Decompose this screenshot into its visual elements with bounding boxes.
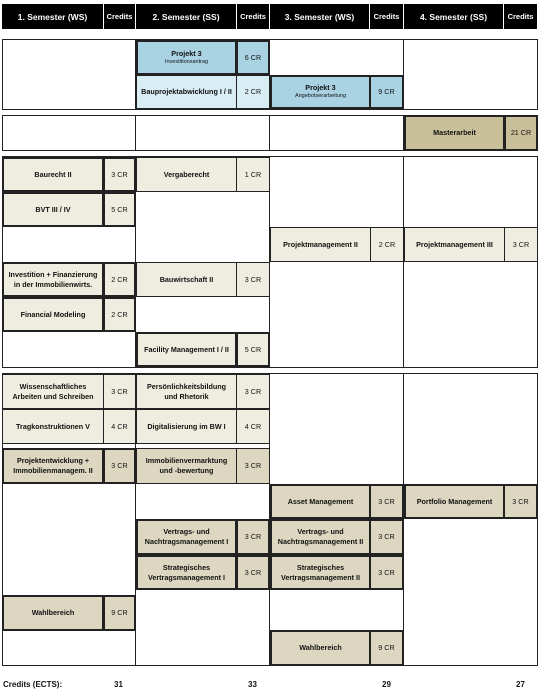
header-semester-3: 3. Semester (WS)	[270, 4, 369, 29]
module-subtitle: Investitionsantrag	[164, 58, 209, 65]
module-credits: 3 CR	[503, 484, 538, 519]
module-credits: 6 CR	[236, 40, 270, 75]
module-credits: 4 CR	[103, 409, 136, 444]
header-credits-4: Credits	[504, 4, 537, 29]
module-wahlbereich-1: Wahlbereich	[2, 595, 104, 631]
module-credits: 5 CR	[103, 192, 136, 227]
module-name: Projekt 3	[305, 83, 336, 93]
module-credits: 3 CR	[236, 374, 270, 409]
module-financial-modeling: Financial Modeling	[2, 297, 104, 332]
module-vertragsmanagement-2: Vertrags- und Nachtragsmanagement II	[270, 519, 371, 555]
module-credits: 3 CR	[369, 555, 404, 590]
module-projektmanagement-3: Projektmanagement III	[404, 227, 505, 262]
module-credits: 21 CR	[504, 115, 538, 151]
module-bauwirtschaft: Bauwirtschaft II	[136, 262, 237, 297]
module-tragkonstruktionen: Tragkonstruktionen V	[2, 409, 104, 444]
column-divider	[135, 115, 136, 151]
module-credits: 3 CR	[236, 555, 270, 590]
module-projektentwicklung: Projektentwicklung + Immobilienmanagem. II	[2, 448, 104, 484]
credits-total-semester-1: 31	[114, 680, 123, 689]
module-credits: 2 CR	[103, 262, 136, 297]
credits-total-semester-3: 29	[382, 680, 391, 689]
module-credits: 9 CR	[103, 595, 136, 631]
module-credits: 9 CR	[369, 630, 404, 666]
module-credits: 2 CR	[103, 297, 136, 332]
module-immobilienvermarktung: Immobilienvermarktung und -bewertung	[136, 448, 237, 484]
module-asset-management: Asset Management	[270, 484, 371, 519]
module-projektmanagement-2: Projektmanagement II	[270, 227, 371, 262]
module-projekt3-angebotserarbeitung	[270, 75, 371, 109]
header-semester-1: 1. Semester (WS)	[2, 4, 103, 29]
header-credits-1: Credits	[104, 4, 135, 29]
module-bvt: BVT III / IV	[2, 192, 104, 227]
module-credits: 3 CR	[103, 374, 136, 409]
module-facility-management: Facility Management I / II	[136, 332, 237, 367]
module-baurecht: Baurecht II	[2, 157, 104, 192]
header-semester-4: 4. Semester (SS)	[404, 4, 503, 29]
module-credits: 3 CR	[103, 157, 136, 192]
module-bauprojektabwicklung: Bauprojektabwicklung I / II	[136, 75, 237, 109]
header-semester-2: 2. Semester (SS)	[136, 4, 236, 29]
module-credits: 3 CR	[103, 448, 136, 484]
module-wahlbereich-3: Wahlbereich	[270, 630, 371, 666]
module-vertragsmanagement-1: Vertrags- und Nachtragsmanagement I	[136, 519, 237, 555]
credits-total-semester-4: 27	[516, 680, 525, 689]
module-persoenlichkeitsbildung: Persönlichkeitsbildung und Rhetorik	[136, 374, 237, 409]
header-credits-2: Credits	[237, 4, 269, 29]
module-credits: 1 CR	[236, 157, 270, 192]
module-credits: 3 CR	[236, 262, 270, 297]
module-name: Projekt 3	[171, 48, 202, 58]
module-credits: 9 CR	[369, 75, 404, 109]
column-divider	[403, 156, 404, 368]
module-credits: 5 CR	[236, 332, 270, 367]
credits-total-label: Credits (ECTS):	[3, 680, 63, 689]
module-credits: 3 CR	[369, 484, 404, 519]
module-credits: 2 CR	[370, 227, 404, 262]
module-vergaberecht: Vergaberecht	[136, 157, 237, 192]
module-portfolio-management: Portfolio Management	[404, 484, 505, 519]
module-subtitle: Angebotserarbeitung	[294, 93, 347, 100]
module-credits: 3 CR	[236, 448, 270, 484]
module-investition-finanzierung: Investition + Finanzierung in der Immobilienwirts.	[2, 262, 104, 297]
header-credits-3: Credits	[370, 4, 403, 29]
module-credits: 4 CR	[236, 409, 270, 444]
module-wissenschaftliches-arbeiten: Wissenschaftliches Arbeiten und Schreiben	[2, 374, 104, 409]
module-strategisches-vertragsmanagement-2: Strategisches Vertragsmanagement II	[270, 555, 371, 590]
module-strategisches-vertragsmanagement-1: Strategisches Vertragsmanagement I	[136, 555, 237, 590]
module-credits: 3 CR	[504, 227, 538, 262]
module-credits: 2 CR	[236, 75, 270, 109]
module-masterarbeit: Masterarbeit	[404, 115, 505, 151]
module-credits: 3 CR	[369, 519, 404, 555]
module-projekt3-investitionsantrag	[136, 40, 237, 75]
module-digitalisierung: Digitalisierung im BW I	[136, 409, 237, 444]
module-credits: 3 CR	[236, 519, 270, 555]
credits-total-semester-2: 33	[248, 680, 257, 689]
column-divider	[269, 115, 270, 151]
